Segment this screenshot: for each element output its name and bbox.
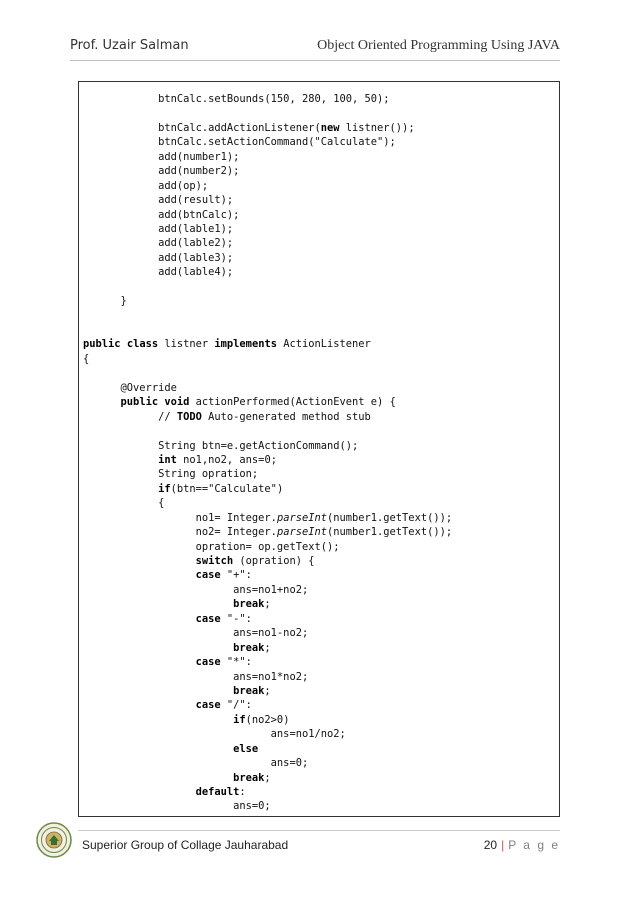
code-text: (number1.getText());: [326, 526, 453, 539]
code-keyword: int: [158, 453, 177, 466]
code-text: {: [83, 352, 90, 365]
code-text: listner());: [339, 121, 415, 134]
code-text: [83, 569, 196, 581]
header-author: Prof. Uzair Salman: [70, 38, 189, 53]
code-text: no1= Integer.: [83, 511, 277, 524]
code-line: [83, 467, 452, 481]
code-text: actionPerformed(ActionEvent e) {: [189, 396, 396, 409]
code-text: [83, 555, 196, 567]
code-line: [83, 453, 452, 467]
code-text: [83, 714, 233, 726]
code-text: }: [83, 295, 127, 308]
code-text: parseInt: [276, 526, 327, 539]
code-text: add(lable2);: [83, 237, 234, 250]
code-line: [83, 121, 452, 135]
code-keyword: case: [195, 612, 221, 625]
code-text: add(lable1);: [83, 222, 234, 235]
code-keyword: switch: [195, 555, 234, 567]
code-line: [83, 164, 452, 178]
code-text: [83, 685, 233, 697]
code-text: [83, 613, 196, 625]
code-line: [83, 540, 452, 554]
code-text: ActionListener: [276, 338, 371, 351]
code-text: ans=no1/no2;: [83, 728, 346, 741]
code-line: [83, 106, 452, 120]
code-keyword: implements: [214, 338, 277, 351]
code-line: [83, 756, 452, 770]
code-text: "-":: [220, 612, 252, 625]
code-text: [83, 642, 233, 654]
code-line: [83, 727, 452, 741]
code-text: ans=no1*no2;: [83, 670, 309, 683]
code-text: String opration;: [83, 468, 259, 481]
code-text: (no2>0): [245, 713, 290, 726]
code-text: [83, 772, 233, 784]
code-text: add(op);: [83, 179, 209, 192]
code-text: :: [239, 786, 246, 798]
code-keyword: break: [233, 771, 265, 784]
code-text: ans=0;: [83, 800, 271, 813]
code-text: add(result);: [83, 194, 234, 207]
code-keyword: class: [126, 338, 159, 351]
code-keyword: break: [233, 641, 265, 654]
code-line: [83, 568, 452, 582]
code-line: [83, 525, 452, 539]
code-line: [83, 684, 452, 698]
code-text: add(number1);: [83, 150, 240, 163]
code-text: [83, 454, 158, 466]
code-text: no1,no2, ans=0;: [176, 453, 277, 466]
code-line: [83, 366, 452, 380]
code-keyword: if: [233, 713, 246, 726]
code-text: ans=no1+no2;: [83, 583, 309, 596]
code-line: [83, 251, 452, 265]
code-line: [83, 597, 452, 611]
code-keyword: if: [158, 482, 171, 495]
code-text: {: [83, 497, 165, 510]
code-text: @Override: [83, 381, 177, 394]
code-text: ans=0;: [83, 757, 309, 770]
code-line: [83, 381, 452, 395]
code-text: [83, 699, 196, 711]
code-keyword: default: [195, 786, 240, 798]
footer-page-indicator: [484, 838, 560, 852]
code-text: [83, 743, 233, 755]
code-text: [83, 396, 121, 408]
institution-seal-icon: [36, 822, 72, 858]
code-line: [83, 482, 452, 496]
code-line: [83, 222, 452, 236]
code-keyword: void: [164, 396, 190, 409]
code-line: [83, 337, 452, 351]
code-text: opration= op.getText();: [83, 540, 340, 553]
code-line: [83, 193, 452, 207]
code-text: [83, 786, 196, 798]
code-text: "/":: [220, 699, 252, 712]
code-line: [83, 742, 452, 756]
code-keyword: public: [120, 396, 159, 409]
code-keyword: case: [195, 569, 221, 582]
code-line: [83, 309, 452, 323]
page-number: 20: [483, 838, 498, 852]
code-keyword: new: [320, 121, 340, 134]
code-text: btnCalc.setActionCommand("Calculate");: [83, 136, 396, 149]
code-keyword: break: [233, 598, 265, 611]
code-line: [83, 785, 452, 799]
code-text: add(lable4);: [83, 266, 234, 279]
code-keyword: public: [83, 338, 121, 351]
code-text: ;: [264, 641, 271, 654]
code-text: [83, 656, 196, 668]
code-line: [83, 583, 452, 597]
code-line: [83, 410, 452, 424]
code-text: ;: [264, 771, 271, 784]
code-line: [83, 641, 452, 655]
code-text: "*":: [220, 656, 252, 669]
code-line: [83, 612, 452, 626]
code-line: [83, 280, 452, 294]
header-course-title: Object Oriented Programming Using JAVA: [317, 38, 560, 53]
footer-institution: Superior Group of Collage Jauharabad: [82, 838, 289, 852]
code-line: [83, 496, 452, 510]
code-line: [83, 698, 452, 712]
footer-divider: [78, 830, 560, 831]
code-line: [83, 92, 452, 106]
code-text: [83, 598, 233, 610]
code-line: [83, 771, 452, 785]
code-text: no2= Integer.: [83, 526, 277, 539]
code-text: btnCalc.setBounds(150, 280, 100, 50);: [83, 93, 390, 105]
code-line: [83, 799, 452, 813]
code-text: add(number2);: [83, 165, 240, 178]
code-line: [83, 150, 452, 164]
code-text: Auto-generated method stub: [201, 410, 371, 423]
code-text: ans=no1-no2;: [83, 627, 309, 640]
code-line: [83, 424, 452, 438]
code-line: [83, 236, 452, 250]
code-line: [83, 352, 452, 366]
code-line: [83, 511, 452, 525]
code-listing-box: [78, 81, 560, 817]
code-line: [83, 670, 452, 684]
code-line: [83, 294, 452, 308]
code-line: [83, 439, 452, 453]
page-separator: |: [501, 838, 505, 852]
code-text: //: [83, 410, 177, 423]
code-text: (opration) {: [233, 555, 315, 567]
code-text: ;: [264, 598, 271, 611]
code-text: (btn=="Calculate"): [170, 482, 284, 495]
code-line: [83, 626, 452, 640]
code-text: (number1.getText());: [326, 511, 453, 524]
code-text: btnCalc.addActionListener(: [83, 121, 321, 134]
code-keyword: case: [195, 656, 221, 669]
code-line: [83, 713, 452, 727]
code-text: add(btnCalc);: [83, 208, 240, 221]
code-text: String btn=e.getActionCommand();: [83, 439, 359, 452]
header-divider: [70, 60, 560, 61]
code-line: [83, 323, 452, 337]
code-line: [83, 135, 452, 149]
code-line: [83, 179, 452, 193]
code-text: add(lable3);: [83, 251, 234, 264]
code-text: ;: [264, 684, 271, 697]
code-text: listner: [158, 338, 215, 351]
code-line: [83, 554, 452, 568]
code-line: [83, 655, 452, 669]
code-keyword: TODO: [176, 410, 202, 423]
code-line: [83, 265, 452, 279]
code-keyword: else: [233, 742, 259, 755]
code-line: [83, 208, 452, 222]
code-text: "+":: [220, 569, 252, 582]
code-keyword: break: [233, 684, 265, 697]
code-line: [83, 395, 452, 409]
code-text: parseInt: [276, 511, 327, 524]
code-text: [83, 483, 158, 495]
code-keyword: case: [195, 699, 221, 712]
page-word: P a g e: [508, 838, 560, 852]
code-listing: [83, 92, 452, 814]
